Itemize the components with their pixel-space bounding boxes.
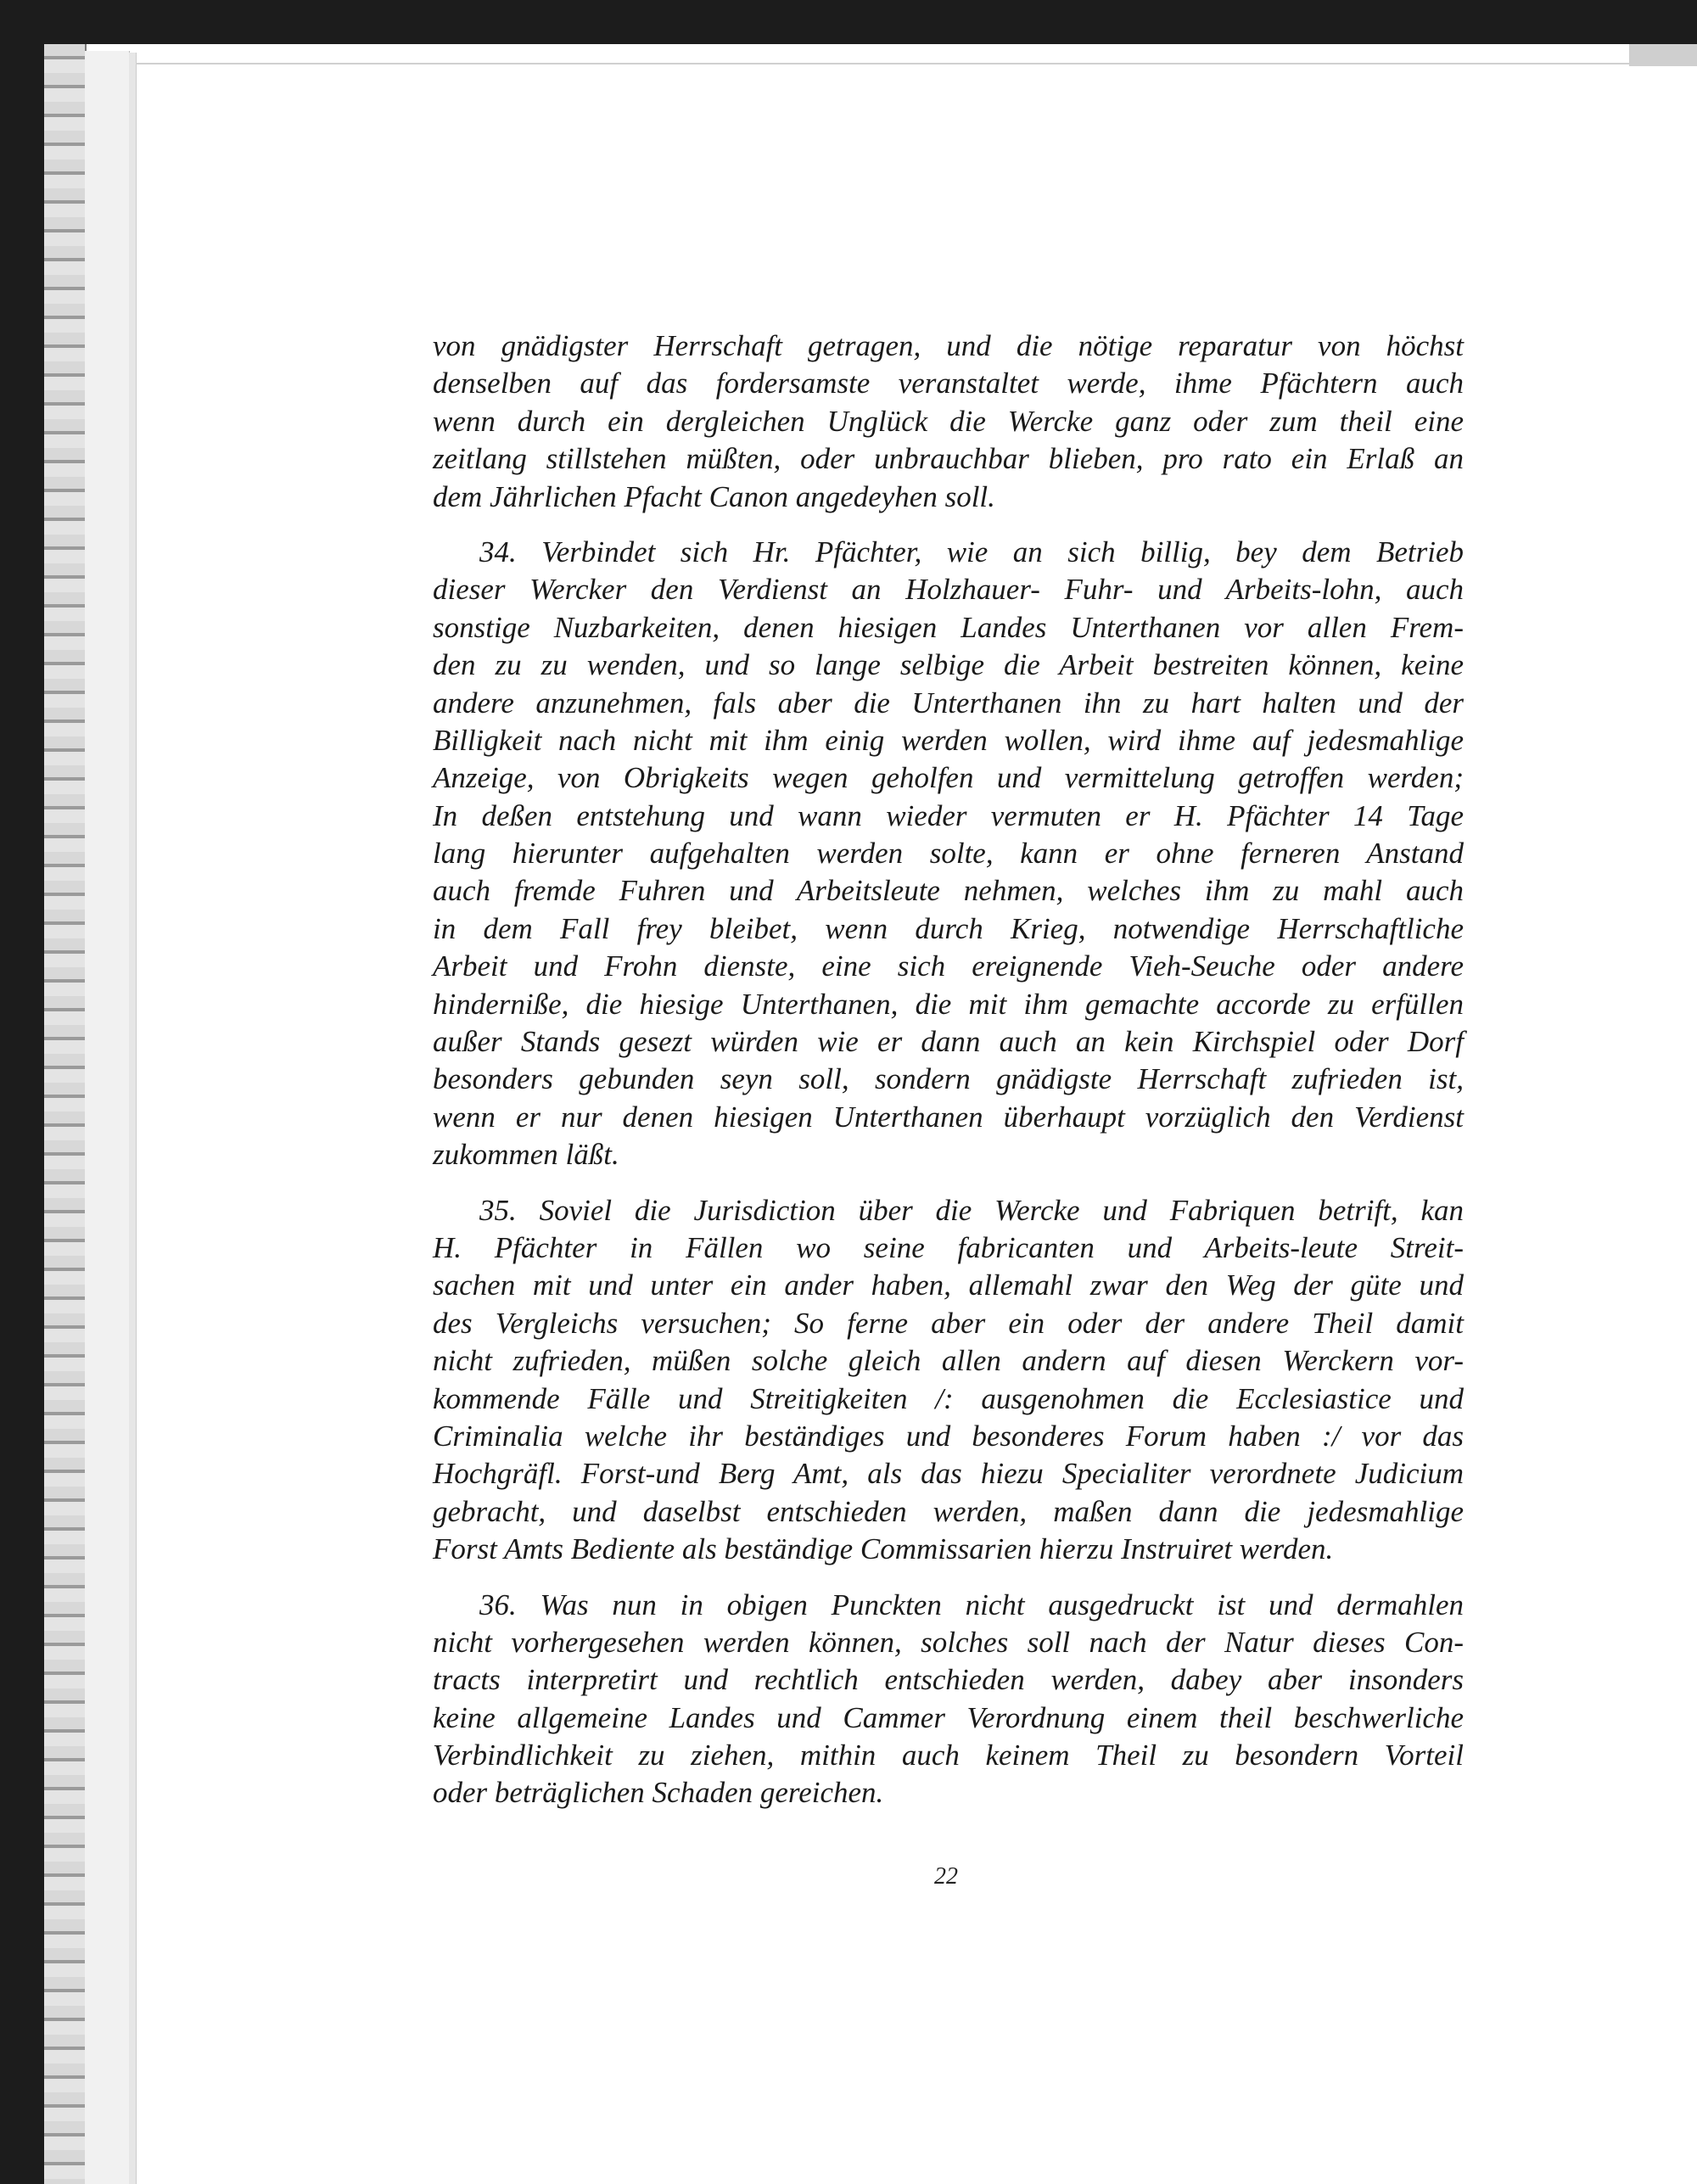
text-line: 35. Soviel die Jurisdiction über die Wercke und Fabriquen betrift, kan bbox=[479, 1193, 1464, 1227]
text-line: den zu zu wenden, und so lange selbige die Arbeit bestreiten können, keine bbox=[433, 648, 1464, 682]
page-number: 22 bbox=[934, 1863, 958, 1890]
text-line: Hochgräfl. Forst-und Berg Amt, als das hiezu Specialiter verordnete Judicium bbox=[433, 1457, 1464, 1491]
text-line: 34. Verbindet sich Hr. Pfächter, wie an sich billig, bey dem Betrieb bbox=[479, 535, 1464, 568]
text-line: nicht vorhergesehen werden können, solches soll nach der Natur dieses Con- bbox=[433, 1625, 1464, 1659]
text-line: Anzeige, von Obrigkeits wegen geholfen und vermittelung getroffen werden; bbox=[433, 761, 1464, 795]
scan-top-border bbox=[0, 0, 1697, 44]
text-line: sonstige Nuzbarkeiten, denen hiesigen Landes Unterthanen vor allen Frem- bbox=[433, 610, 1464, 644]
page-corner-shadow bbox=[1629, 44, 1697, 66]
body-text bbox=[433, 328, 1464, 1830]
text-line: hinderniße, die hiesige Unterthanen, die mit ihm gemachte accorde zu erfüllen bbox=[433, 987, 1464, 1021]
text-line: kommende Fälle und Streitigkeiten /: ausgenohmen die Ecclesiastice und bbox=[433, 1381, 1464, 1415]
text-line: lang hierunter aufgehalten werden solte, kann er ohne ferneren Anstand bbox=[433, 837, 1464, 871]
text-line: denselben auf das fordersamste veranstaltet werde, ihme Pfächtern auch bbox=[433, 367, 1464, 400]
text-line: Criminalia welche ihr beständiges und besonderes Forum haben :/ vor das bbox=[433, 1419, 1464, 1453]
text-line: Billigkeit nach nicht mit ihm einig werden wollen, wird ihme auf jedesmahlige bbox=[433, 723, 1464, 757]
text-line: sachen mit und unter ein ander haben, allemahl zwar den Weg der güte und bbox=[433, 1268, 1464, 1302]
paragraph bbox=[433, 1587, 1464, 1812]
text-line: auch fremde Fuhren und Arbeitsleute nehmen, welches ihm zu mahl auch bbox=[433, 874, 1464, 908]
scan-left-border bbox=[0, 0, 44, 2184]
text-line: andere anzunehmen, fals aber die Unterthanen ihn zu hart halten und der bbox=[433, 686, 1464, 720]
text-line: gebracht, und daselbst entschieden werden, maßen dann die jedesmahlige bbox=[433, 1494, 1464, 1528]
paragraph bbox=[433, 328, 1464, 516]
text-line: von gnädigster Herrschaft getragen, und die nötige reparatur von höchst bbox=[433, 329, 1464, 362]
text-line: nicht zufrieden, müßen solche gleich allen andern auf diesen Werckern vor- bbox=[433, 1344, 1464, 1378]
text-line: oder beträglichen Schaden gereichen. bbox=[433, 1776, 884, 1810]
text-line: zeitlang stillstehen müßten, oder unbrauchbar blieben, pro rato ein Erlaß an bbox=[433, 442, 1464, 476]
text-line: tracts interpretirt und rechtlich entschieden werden, dabey aber insonders bbox=[433, 1663, 1464, 1697]
text-line: wenn er nur denen hiesigen Unterthanen überhaupt vorzüglich den Verdienst bbox=[433, 1100, 1464, 1134]
text-line: keine allgemeine Landes und Cammer Verordnung einem theil beschwerliche bbox=[433, 1700, 1464, 1734]
text-line: wenn durch ein dergleichen Unglück die Wercke ganz oder zum theil eine bbox=[433, 404, 1464, 438]
paragraph bbox=[433, 534, 1464, 1174]
text-line: des Vergleichs versuchen; So ferne aber ein oder der andere Theil damit bbox=[433, 1306, 1464, 1340]
text-line: zukommen läßt. bbox=[433, 1138, 619, 1172]
paragraph bbox=[433, 1192, 1464, 1569]
text-line: H. Pfächter in Fällen wo seine fabricanten und Arbeits-leute Streit- bbox=[433, 1230, 1464, 1264]
text-line: Forst Amts Bediente als beständige Commissarien hierzu Instruiret werden. bbox=[433, 1532, 1334, 1566]
text-line: 36. Was nun in obigen Punckten nicht ausgedruckt ist und dermahlen bbox=[479, 1588, 1464, 1621]
page-top-edge bbox=[136, 63, 1629, 64]
text-line: In deßen entstehung und wann wieder vermuten er H. Pfächter 14 Tage bbox=[433, 798, 1464, 832]
text-line: außer Stands gesezt würden wie er dann auch an kein Kirchspiel oder Dorf bbox=[433, 1025, 1464, 1059]
text-line: Verbindlichkeit zu ziehen, mithin auch keinem Theil zu besondern Vorteil bbox=[433, 1739, 1464, 1772]
text-line: Arbeit und Frohn dienste, eine sich ereignende Vieh-Seuche oder andere bbox=[433, 949, 1464, 983]
text-line: dieser Wercker den Verdienst an Holzhauer- Fuhr- und Arbeits-lohn, auch bbox=[433, 573, 1464, 607]
text-line: dem Jährlichen Pfacht Canon angedeyhen soll. bbox=[433, 479, 995, 513]
text-line: besonders gebunden seyn soll, sondern gnädigste Herrschaft zufrieden ist, bbox=[433, 1062, 1464, 1096]
text-line: in dem Fall frey bleibet, wenn durch Krieg, notwendige Herrschaftliche bbox=[433, 911, 1464, 945]
